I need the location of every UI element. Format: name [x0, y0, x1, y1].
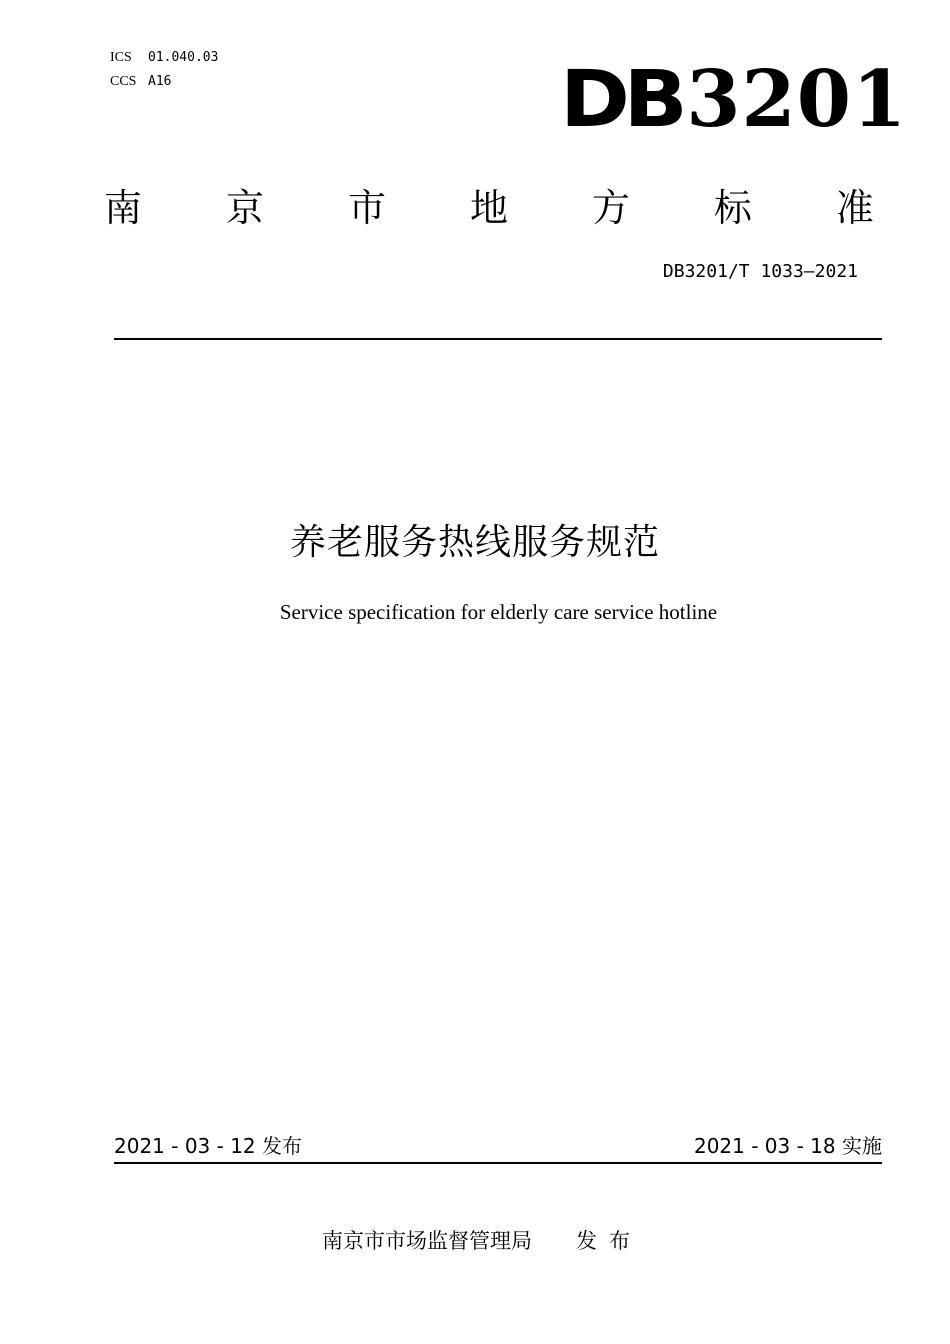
ccs-row [110, 70, 218, 94]
issuer-name: 南京市市场监督管理局 [322, 1229, 532, 1253]
db-logo [560, 54, 908, 145]
standard-number: DB3201/T 1033—2021 [662, 261, 858, 282]
ccs-value: A16 [148, 74, 172, 89]
standard-type-char: 南 [104, 186, 143, 230]
standard-type-char: 准 [835, 186, 874, 230]
classification-codes [110, 46, 218, 94]
top-divider [114, 338, 882, 340]
db-logo-letters: DB [560, 55, 682, 145]
implement-date: 2021 - 03 - 18 实施 [693, 1134, 882, 1158]
standard-type-char: 标 [713, 186, 752, 230]
document-title-english: Service specification for elderly care service hotline [279, 600, 718, 624]
ics-value: 01.040.03 [148, 50, 219, 65]
standard-type-char: 地 [469, 186, 508, 230]
db-logo-number: 3201 [686, 54, 908, 145]
standard-type-char: 市 [347, 186, 386, 230]
document-title-chinese: 养老服务热线服务规范 [289, 522, 660, 563]
ics-label: ICS [110, 50, 132, 65]
issuer-line [322, 1226, 642, 1256]
standard-type-heading [104, 182, 874, 234]
publish-date: 2021 - 03 - 12 发布 [114, 1134, 303, 1158]
ccs-label: CCS [110, 74, 137, 89]
bottom-divider [114, 1162, 882, 1164]
ics-row [110, 46, 218, 70]
issuer-action: 发布 [576, 1229, 642, 1253]
standard-type-char: 方 [591, 186, 630, 230]
standard-type-char: 京 [225, 186, 264, 230]
